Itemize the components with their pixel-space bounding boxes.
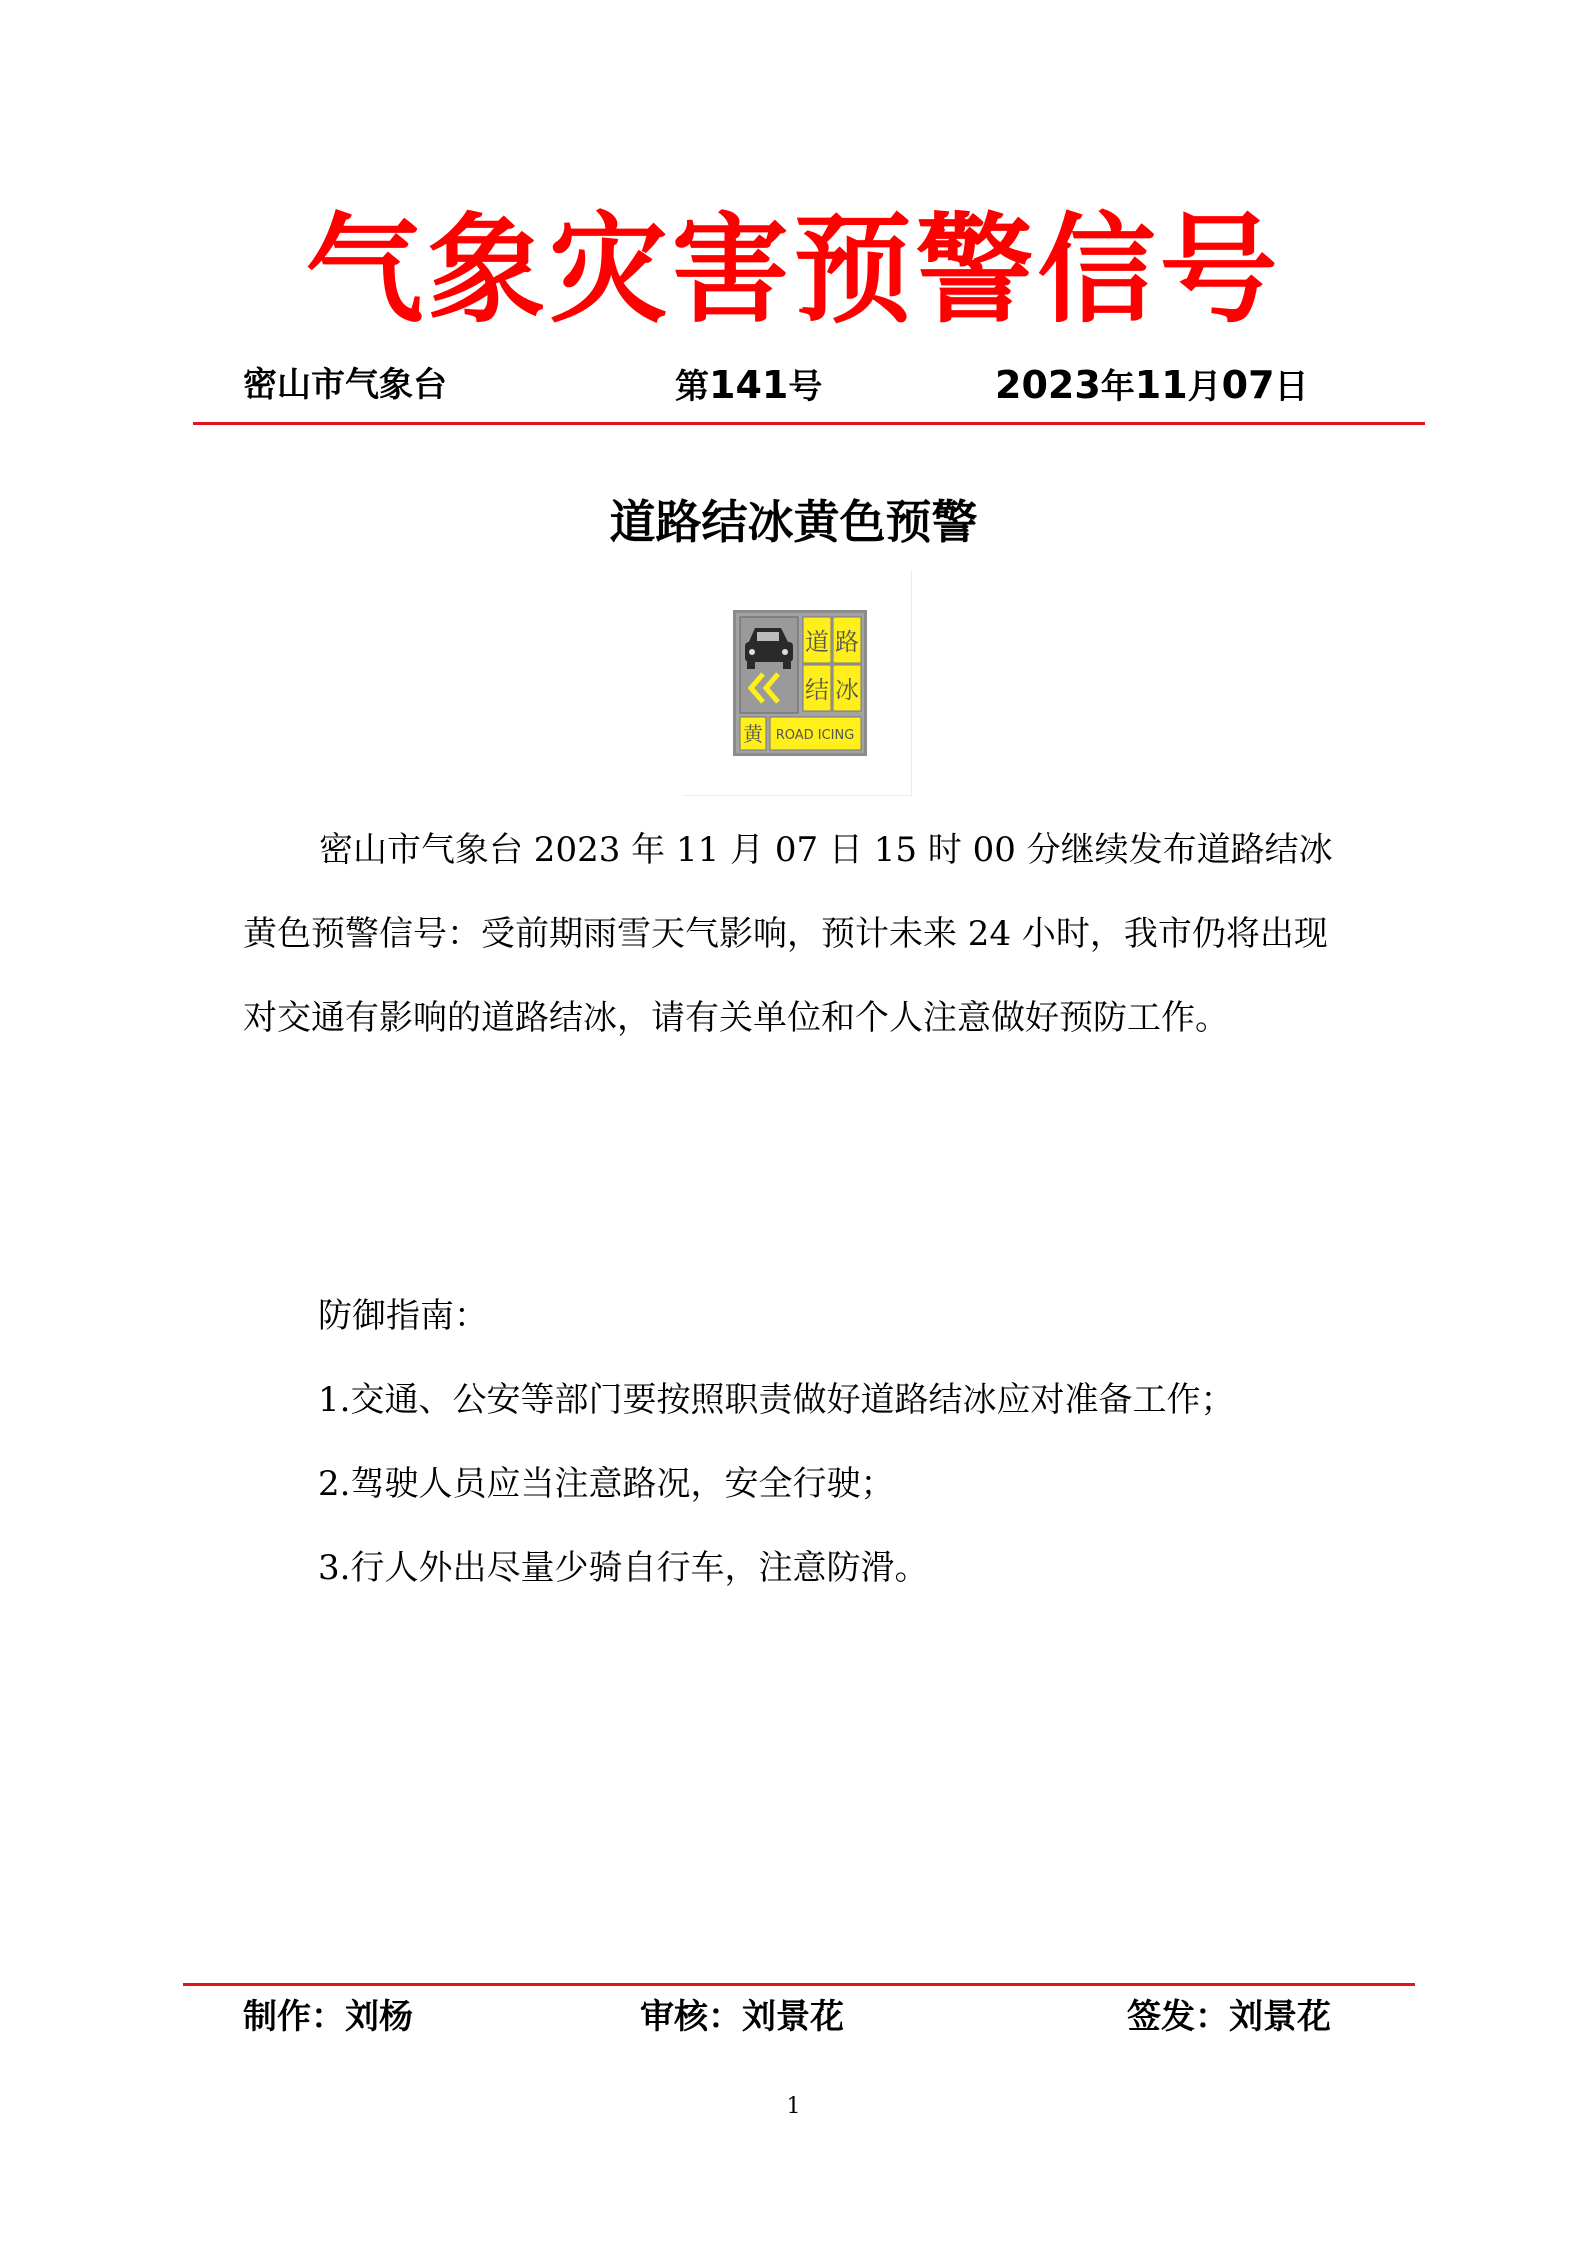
warning-body-text: 密山市气象台 2023 年 11 月 07 日 15 时 00 分继续发布道路结冰黄色预警信号：受前期雨雪天气影响，预计未来 24 小时，我市仍将出现对交通有影响的道路结冰，请有关单位和个人注意做好预防工作。 xyxy=(243,830,1333,1038)
defense-guide-item: 2.驾驶人员应当注意路况，安全行驶； xyxy=(318,1464,895,1504)
defense-guide-heading: 防御指南： xyxy=(318,1296,488,1336)
issue-number-value: 141 xyxy=(709,363,789,407)
signal-char-1: 道 xyxy=(805,628,829,656)
road-icing-yellow-signal-icon xyxy=(733,610,867,760)
issue-date-day-unit: 日 xyxy=(1274,367,1309,407)
made-by-name: 刘杨 xyxy=(345,1997,413,2037)
page-number: 1 xyxy=(786,2094,801,2119)
issued-by xyxy=(1127,1992,1331,2042)
signal-char-2: 路 xyxy=(835,628,859,656)
made-by xyxy=(243,1992,413,2042)
issue-date-year: 2023 xyxy=(995,363,1101,407)
defense-guide-item: 1.交通、公安等部门要按照职责做好道路结冰应对准备工作； xyxy=(318,1380,1235,1420)
issue-date-month: 11 xyxy=(1134,363,1188,407)
reviewed-by-label: 审核： xyxy=(640,1997,742,2037)
reviewed-by xyxy=(640,1992,844,2042)
issued-by-name: 刘景花 xyxy=(1229,1997,1331,2037)
issue-date-month-unit: 月 xyxy=(1187,367,1222,407)
defense-guide-item: 3.行人外出尽量少骑自行车，注意防滑。 xyxy=(318,1548,929,1588)
warning-title: 道路结冰黄色预警 xyxy=(609,495,978,549)
document-banner-title: 气象灾害预警信号 xyxy=(305,201,1282,339)
header-divider xyxy=(193,422,1425,425)
issue-number-suffix: 号 xyxy=(788,367,823,407)
issued-by-label: 签发： xyxy=(1127,1997,1229,2037)
reviewed-by-name: 刘景花 xyxy=(742,1997,844,2037)
issue-date-day: 07 xyxy=(1221,363,1275,407)
signal-char-3: 结 xyxy=(805,676,829,704)
signal-level-char: 黄 xyxy=(743,722,763,746)
made-by-label: 制作： xyxy=(243,1997,345,2037)
issue-date-year-unit: 年 xyxy=(1100,367,1135,407)
issuer-name: 密山市气象台 xyxy=(243,365,447,405)
signal-english-label: ROAD ICING xyxy=(775,728,855,743)
footer-divider xyxy=(183,1983,1415,1986)
issue-number-prefix: 第 xyxy=(675,367,709,407)
issue-number xyxy=(675,362,822,410)
signal-char-4: 冰 xyxy=(835,676,859,704)
issue-date xyxy=(995,362,1309,410)
